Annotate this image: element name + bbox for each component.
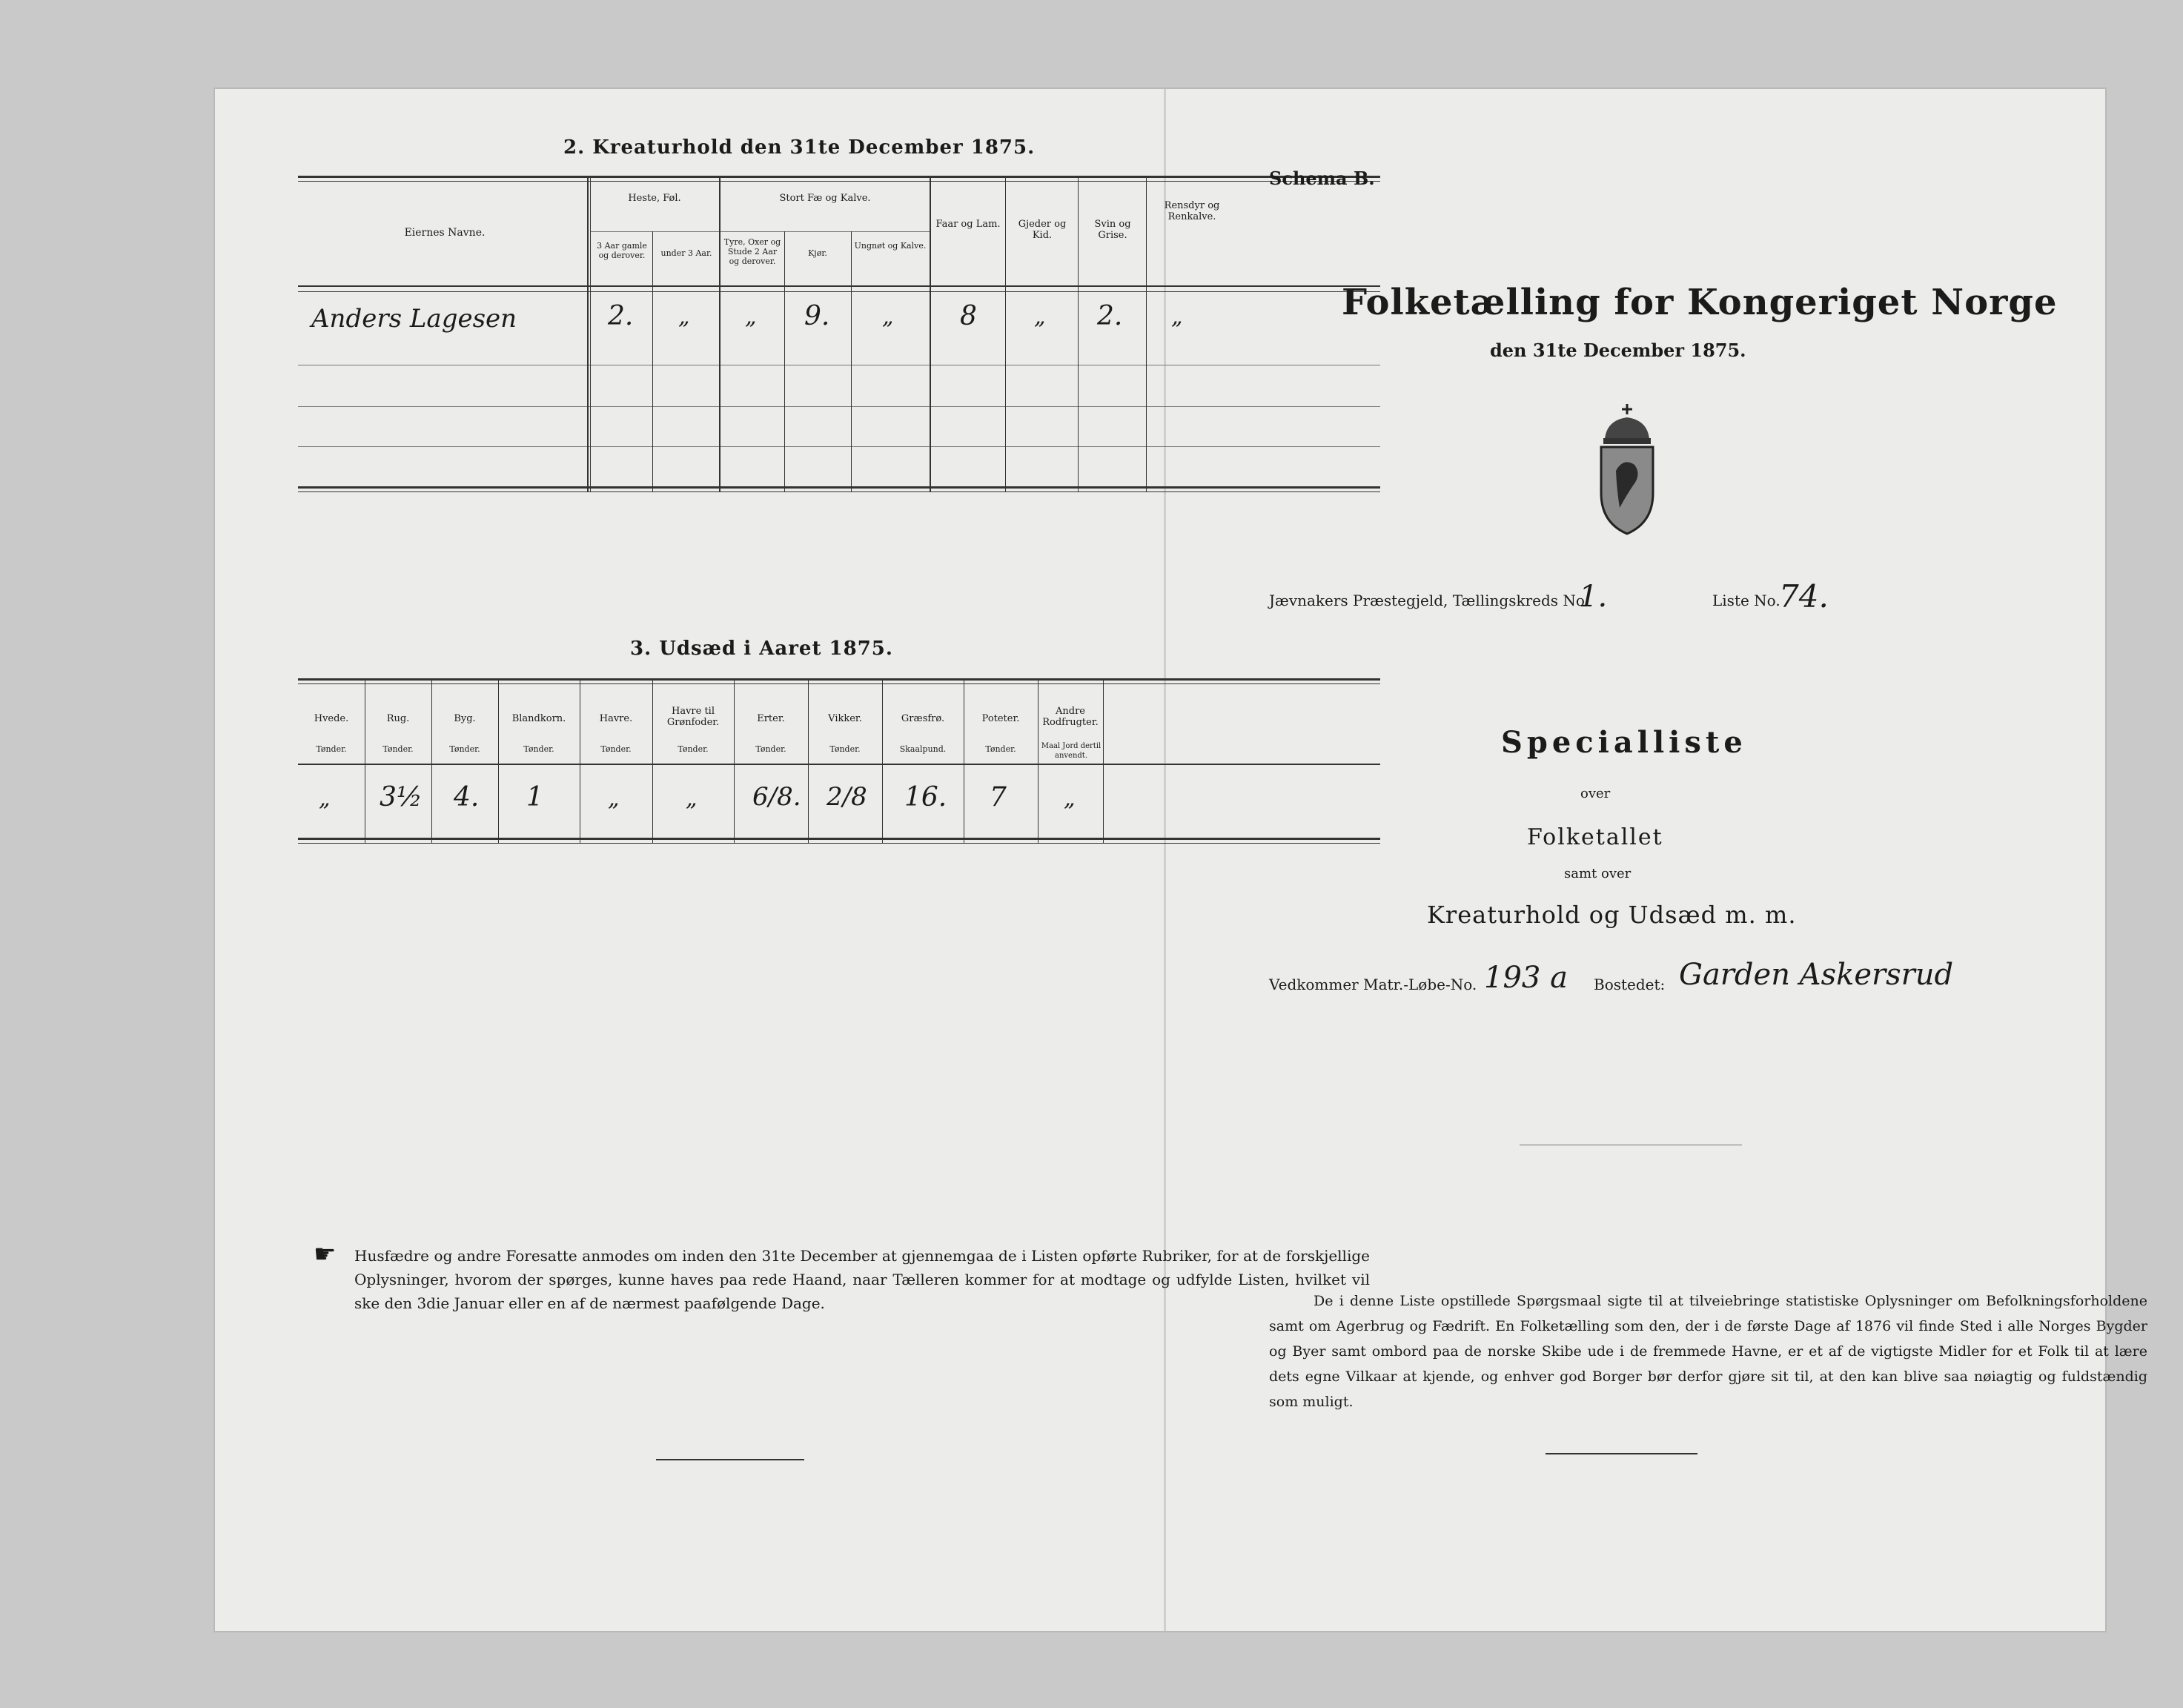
header-blandkorn: Blandkorn.	[511, 713, 566, 724]
header-andre: Andre Rodfrugter.	[1042, 706, 1099, 728]
samt-over-label: samt over	[1564, 866, 1632, 881]
unit-byg: Tønder.	[449, 744, 480, 754]
matr-no: 193 a	[1484, 961, 1568, 995]
header-tyre: Tyre, Oxer og Stude 2 Aar og derover.	[723, 237, 781, 266]
header-heste-under: under 3 Aar.	[660, 248, 712, 258]
owner-name: Anders Lagesen	[311, 304, 517, 334]
unit-graesfro: Skaalpund.	[899, 744, 947, 754]
unit-havre-gronfoder: Tønder.	[678, 744, 709, 754]
val-hvede: „	[319, 786, 331, 812]
schema-label: Schema B.	[1269, 168, 1375, 189]
unit-rug: Tønder.	[382, 744, 414, 754]
section2-title: 2. Kreaturhold den 31te December 1875.	[563, 136, 1036, 159]
header-owner: Eiernes Navne.	[404, 227, 486, 239]
folketallet-label: Folketallet	[1527, 824, 1663, 850]
unit-poteter: Tønder.	[985, 744, 1016, 754]
val-havre: „	[608, 786, 620, 812]
parish-label: Jævnakers Præstegjeld, Tællingskreds No.	[1269, 592, 1589, 609]
divider-left	[656, 1459, 804, 1460]
header-rug: Rug.	[386, 713, 410, 724]
val-vikker: 2/8	[827, 782, 867, 812]
header-vikker: Vikker.	[828, 713, 862, 724]
val-erter: 6/8.	[752, 782, 801, 812]
bosted-label: Bostedet:	[1594, 976, 1666, 993]
header-havre-gronfoder: Havre til Grønfoder.	[666, 706, 720, 728]
header-stort-fae: Stort Fæ og Kalve.	[779, 193, 871, 204]
notice-text: Husfædre og andre Foresatte anmodes om inden den 31te December at gjennemgaa de i Listen opførte Rubriker, for at de forskjellige Oplysninger, hvorom der spørges, kunne haves paa rede Haand, naar Tælleren kommer for at modtage og udfylde Listen, hvilket vil ske den 3die Januar eller en af de nærmest paafølgende Dage.	[354, 1247, 1370, 1312]
cell-gjeder: „	[1034, 304, 1046, 330]
bosted-value: Garden Askersrud	[1679, 958, 1954, 992]
val-rug: 3½	[380, 782, 423, 812]
census-sheet	[215, 89, 2147, 1631]
header-ungnot: Ungnøt og Kalve.	[854, 241, 927, 251]
matr-label: Vedkommer Matr.-Løbe-No.	[1269, 976, 1477, 993]
val-andre: „	[1064, 786, 1076, 812]
header-svin: Svin og Grise.	[1094, 219, 1131, 241]
unit-havre: Tønder.	[600, 744, 632, 754]
subtitle: den 31te December 1875.	[1490, 340, 1746, 361]
unit-erter: Tønder.	[755, 744, 786, 754]
val-byg: 4.	[454, 782, 480, 812]
cell-faar: 8	[960, 301, 977, 331]
cell-kjor: 9.	[804, 301, 830, 331]
val-blandkorn: 1	[526, 782, 543, 812]
over-label: over	[1580, 786, 1611, 801]
section3-title: 3. Udsæd i Aaret 1875.	[630, 638, 893, 660]
val-havre-gronfoder: „	[686, 786, 698, 812]
kreds-no: 1.	[1579, 580, 1608, 614]
liste-label: Liste No.	[1712, 592, 1780, 609]
header-poteter: Poteter.	[981, 713, 1020, 724]
pointing-hand-icon: ☛	[314, 1239, 337, 1269]
footer-text: De i denne Liste opstillede Spørgsmaal sigte til at tilveiebringe statistiske Oplysninger om Befolkningsforholdene samt om Agerbrug og Fædrift. En Folketælling som den, der i de første Dage af 1876 vil finde Sted i alle Norges Bygder og Byer samt ombord paa de norske Skibe ude i de fremmede Havne, er et af de vigtigste Midler for et Folk til at lære dets egne Vilkaar at kjende, og enhver god Borger bør derfor gjøre sit til, at den kan blive saa nøiagtig og fuldstændig som muligt.	[1269, 1293, 2147, 1410]
cell-rensdyr: „	[1171, 304, 1183, 330]
header-erter: Erter.	[757, 713, 785, 724]
kreaturhold-label: Kreaturhold og Udsæd m. m.	[1427, 901, 1797, 929]
header-havre: Havre.	[599, 713, 633, 724]
header-gjeder: Gjeder og Kid.	[1018, 219, 1067, 241]
unit-vikker: Tønder.	[829, 744, 861, 754]
header-heste: Heste, Føl.	[628, 193, 681, 204]
header-graesfro: Græsfrø.	[901, 713, 945, 724]
cell-heste-3aar: 2.	[608, 301, 634, 331]
cell-ungnot: „	[882, 304, 894, 330]
header-byg: Byg.	[454, 713, 476, 724]
header-rensdyr: Rensdyr og Renkalve.	[1164, 200, 1220, 222]
special-title: Specialliste	[1501, 725, 1747, 760]
header-hvede: Hvede.	[314, 713, 349, 724]
cell-tyre: „	[745, 304, 757, 330]
divider-right-bottom	[1546, 1453, 1697, 1454]
cell-heste-under: „	[678, 304, 690, 330]
coat-of-arms-icon	[1590, 404, 1664, 537]
liste-no: 74.	[1779, 578, 1829, 615]
header-kjor: Kjør.	[808, 248, 827, 258]
title: Folketælling for Kongeriget Norge	[1342, 282, 2058, 323]
unit-blandkorn: Tønder.	[523, 744, 554, 754]
val-graesfro: 16.	[904, 782, 947, 812]
page-fold	[1164, 89, 1166, 1631]
unit-andre: Maal Jord dertil anvendt.	[1041, 742, 1102, 760]
cell-svin: 2.	[1097, 301, 1123, 331]
header-heste-3aar: 3 Aar gamle og derover.	[597, 241, 647, 260]
unit-hvede: Tønder.	[316, 744, 347, 754]
header-faar: Faar og Lam.	[935, 219, 1001, 230]
val-poteter: 7	[990, 782, 1007, 812]
